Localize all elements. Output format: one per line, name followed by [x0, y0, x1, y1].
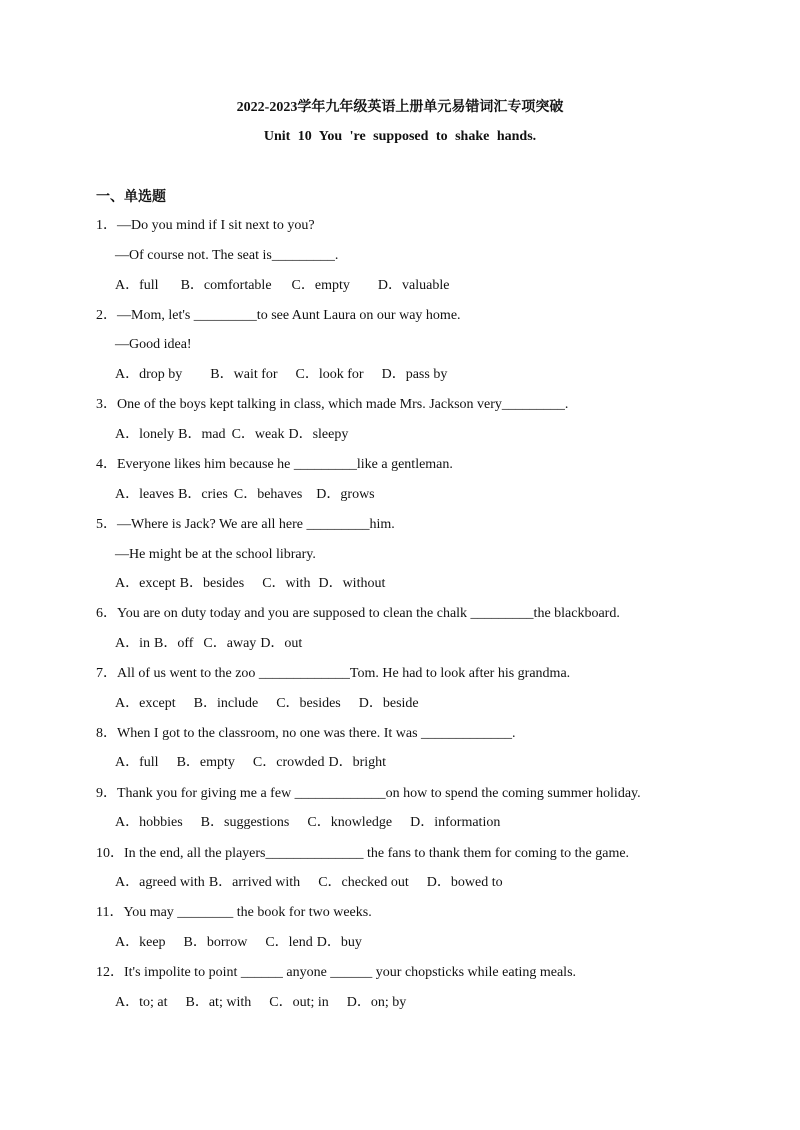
- question-number: 2．: [96, 308, 117, 323]
- answer-option[interactable]: B．wait for: [210, 367, 278, 382]
- answer-option[interactable]: A．full: [115, 755, 159, 770]
- answer-options: [115, 934, 362, 952]
- question-5: [96, 516, 395, 534]
- answer-option[interactable]: B．mad: [178, 427, 226, 442]
- question-text: —Mom, let's _________to see Aunt Laura on our way home.: [117, 308, 461, 323]
- question-text: When I got to the classroom, no one was there. It was _____________.: [117, 726, 516, 741]
- answer-option[interactable]: A．lonely: [115, 427, 175, 442]
- answer-option[interactable]: C．with: [262, 576, 311, 591]
- question-8: [96, 725, 516, 743]
- question-3: [96, 396, 568, 414]
- question-4: [96, 456, 453, 474]
- question-number: 9．: [96, 786, 117, 801]
- answer-options: [115, 486, 375, 504]
- answer-option[interactable]: D．out: [260, 636, 303, 651]
- question-number: 3．: [96, 397, 117, 412]
- answer-options: [115, 277, 449, 295]
- answer-options: [115, 366, 447, 384]
- answer-options: [115, 635, 302, 653]
- question-text: Thank you for giving me a few _____________on how to spend the coming summer holiday.: [117, 786, 641, 801]
- question-2: [96, 307, 461, 325]
- answer-option[interactable]: D．buy: [316, 935, 362, 950]
- answer-option[interactable]: D．pass by: [381, 367, 448, 382]
- question-text: You are on duty today and you are supposed to clean the chalk _________the blackboard.: [117, 606, 620, 621]
- question-12: [96, 964, 576, 982]
- answer-option[interactable]: B．off: [154, 636, 194, 651]
- answer-option[interactable]: D．information: [410, 815, 501, 830]
- section-heading: 一、单选题: [96, 190, 166, 205]
- answer-option[interactable]: C．out; in: [269, 995, 329, 1010]
- answer-options: [115, 754, 386, 772]
- question-dialogue-line: —He might be at the school library.: [115, 547, 316, 562]
- answer-option[interactable]: B．arrived with: [208, 875, 301, 890]
- answer-option[interactable]: B．comfortable: [180, 278, 272, 293]
- question-number: 12．: [96, 965, 124, 980]
- answer-option[interactable]: D．bright: [328, 755, 387, 770]
- answer-option[interactable]: C．knowledge: [307, 815, 393, 830]
- question-dialogue-line: —Of course not. The seat is_________.: [115, 248, 339, 263]
- question-number: 6．: [96, 606, 117, 621]
- answer-option[interactable]: D．beside: [358, 696, 419, 711]
- answer-options: [115, 695, 419, 713]
- answer-option[interactable]: A．drop by: [115, 367, 183, 382]
- question-number: 10．: [96, 846, 124, 861]
- question-11: [96, 904, 372, 922]
- answer-option[interactable]: A．except: [115, 576, 176, 591]
- answer-options: [115, 814, 500, 832]
- question-number: 11．: [96, 905, 124, 920]
- answer-option[interactable]: D．on; by: [346, 995, 407, 1010]
- question-1: [96, 217, 315, 235]
- question-text: One of the boys kept talking in class, which made Mrs. Jackson very_________.: [117, 397, 569, 412]
- question-6: [96, 605, 620, 623]
- answer-options: [115, 575, 385, 593]
- question-text: —Do you mind if I sit next to you?: [117, 218, 315, 233]
- document-title: 2022-2023学年九年级英语上册单元易错词汇专项突破: [236, 100, 564, 115]
- answer-option[interactable]: A．hobbies: [115, 815, 183, 830]
- answer-option[interactable]: A．keep: [115, 935, 166, 950]
- answer-option[interactable]: C．besides: [276, 696, 341, 711]
- question-text: It's impolite to point ______ anyone ______ your chopsticks while eating meals.: [124, 965, 577, 980]
- answer-option[interactable]: B．suggestions: [200, 815, 290, 830]
- question-number: 4．: [96, 457, 117, 472]
- question-number: 7．: [96, 666, 117, 681]
- answer-options: [115, 426, 348, 444]
- answer-option[interactable]: B．cries: [178, 487, 228, 502]
- document-subtitle: Unit 10 You 're supposed to shake hands.: [263, 129, 537, 144]
- question-9: [96, 785, 641, 803]
- answer-option[interactable]: C．behaves: [233, 487, 303, 502]
- answer-option[interactable]: B．include: [193, 696, 259, 711]
- answer-options: [115, 994, 406, 1012]
- answer-option[interactable]: B．borrow: [183, 935, 248, 950]
- question-text: You may ________ the book for two weeks.: [123, 905, 372, 920]
- question-number: 1．: [96, 218, 117, 233]
- question-dialogue-line: —Good idea!: [115, 337, 192, 352]
- answer-option[interactable]: C．look for: [295, 367, 364, 382]
- answer-option[interactable]: B．at; with: [185, 995, 252, 1010]
- question-text: Everyone likes him because he _________like a gentleman.: [117, 457, 453, 472]
- answer-option[interactable]: A．to; at: [115, 995, 168, 1010]
- answer-option[interactable]: D．bowed to: [426, 875, 503, 890]
- answer-option[interactable]: D．without: [318, 576, 386, 591]
- answer-option[interactable]: B．besides: [179, 576, 245, 591]
- question-text: —Where is Jack? We are all here _________him.: [117, 517, 395, 532]
- question-7: [96, 665, 570, 683]
- answer-option[interactable]: A．agreed with: [115, 875, 205, 890]
- question-text: In the end, all the players______________ the fans to thank them for coming to the game.: [124, 846, 630, 861]
- question-number: 8．: [96, 726, 117, 741]
- answer-option[interactable]: D．grows: [316, 487, 375, 502]
- answer-option[interactable]: C．lend: [265, 935, 313, 950]
- answer-option[interactable]: D．valuable: [377, 278, 450, 293]
- question-text: All of us went to the zoo _____________Tom. He had to look after his grandma.: [117, 666, 571, 681]
- answer-option[interactable]: C．weak: [231, 427, 285, 442]
- answer-option[interactable]: A．full: [115, 278, 159, 293]
- answer-option[interactable]: C．away: [203, 636, 257, 651]
- answer-option[interactable]: A．except: [115, 696, 176, 711]
- question-number: 5．: [96, 517, 117, 532]
- question-10: [96, 845, 629, 863]
- answer-options: [115, 874, 503, 892]
- answer-option[interactable]: B．empty: [176, 755, 235, 770]
- answer-option[interactable]: A．leaves: [115, 487, 175, 502]
- answer-option[interactable]: C．empty: [291, 278, 350, 293]
- answer-option[interactable]: A．in: [115, 636, 150, 651]
- answer-option[interactable]: C．checked out: [318, 875, 409, 890]
- answer-option[interactable]: D．sleepy: [288, 427, 349, 442]
- answer-option[interactable]: C．crowded: [252, 755, 325, 770]
